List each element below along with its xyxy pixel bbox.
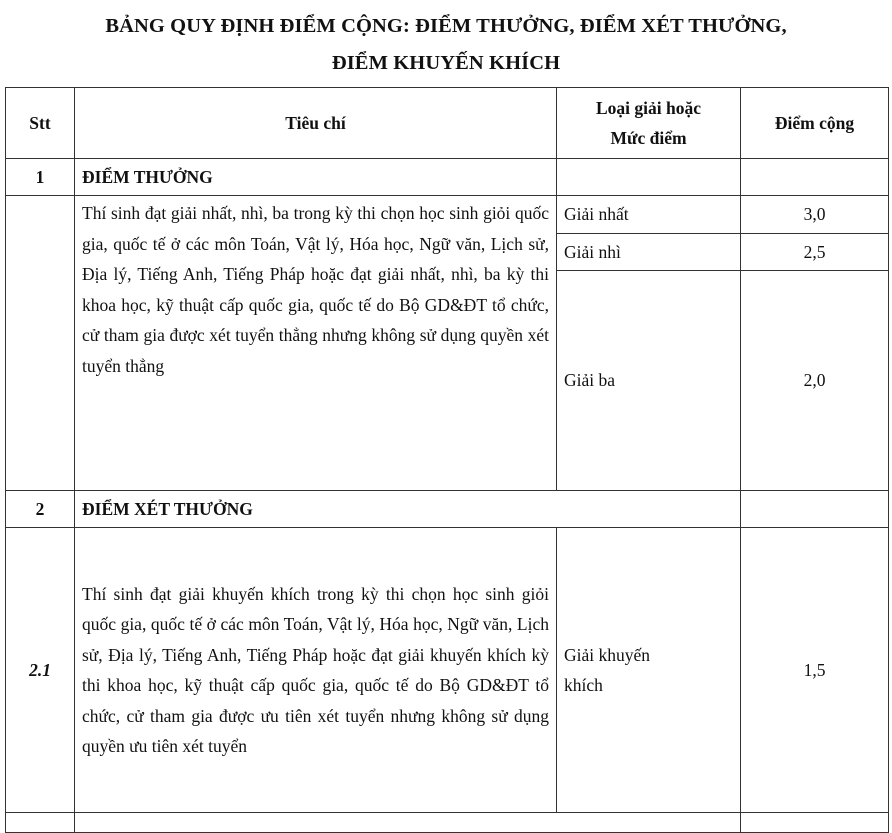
- document-title-line1: BẢNG QUY ĐỊNH ĐIỂM CỘNG: ĐIỂM THƯỞNG, ĐIỂM XÉT THƯỞNG,: [105, 15, 787, 37]
- header-award-type-line2: Mức điểm: [610, 128, 687, 148]
- criteria-text: Thí sinh đạt giải nhất, nhì, ba trong kỳ thi chọn học sinh giỏi quốc gia, quốc tế ở các môn Toán, Vật lý, Hóa học, Ngữ văn, Lịch sử, Địa lý, Tiếng Anh, Tiếng Pháp hoặc đạt giải nhất, nhì, ba kỳ thi khoa học, kỹ thuật cấp quốc gia, quốc tế do Bộ GD&ĐT tổ chức, cử tham gia được xét tuyển thẳng nhưng không sử dụng quyền xét tuyển thẳng: [75, 196, 557, 491]
- section-label: ĐIỂM THƯỞNG: [75, 159, 557, 196]
- document-title-line2: ĐIỂM KHUYẾN KHÍCH: [331, 52, 561, 74]
- section-row-1: [6, 159, 889, 196]
- award-type: Giải ba: [557, 271, 741, 491]
- section-row-2: [6, 491, 889, 528]
- section-stt: 1: [6, 159, 75, 196]
- header-points: Điểm cộng: [741, 88, 889, 159]
- award-points: 1,5: [741, 528, 889, 813]
- sub-stt: 2.1: [6, 528, 75, 813]
- table-row: [6, 196, 889, 234]
- empty-cell: [741, 159, 889, 196]
- award-type: Giải nhất: [557, 196, 741, 234]
- table-row: [6, 528, 889, 813]
- row-stt-empty: [6, 196, 75, 491]
- empty-cell: [6, 813, 75, 833]
- bonus-points-table: [5, 87, 889, 833]
- header-stt: Stt: [6, 88, 75, 159]
- header-criteria: Tiêu chí: [75, 88, 557, 159]
- table-header-row: [6, 88, 889, 159]
- award-type: Giải khuyến khích: [557, 528, 741, 813]
- header-award-type: [557, 88, 741, 159]
- award-points: 2,5: [741, 234, 889, 271]
- award-points: 3,0: [741, 196, 889, 234]
- section-stt: 2: [6, 491, 75, 528]
- award-points: 2,0: [741, 271, 889, 491]
- empty-cell: [75, 813, 741, 833]
- table-row-partial: [6, 813, 889, 833]
- criteria-text: Thí sinh đạt giải khuyến khích trong kỳ thi chọn học sinh giỏi quốc gia, quốc tế ở các môn Toán, Vật lý, Hóa học, Ngữ văn, Lịch sử, Địa lý, Tiếng Anh, Tiếng Pháp hoặc đạt giải khuyến khích kỳ thi khoa học, kỹ thuật cấp quốc gia, quốc tế do Bộ GD&ĐT tổ chức, cử tham gia được ưu tiên xét tuyển nhưng không sử dụng quyền ưu tiên xét tuyển: [75, 528, 557, 813]
- empty-cell: [741, 813, 889, 833]
- header-award-type-line1: Loại giải hoặc: [595, 98, 701, 118]
- section-label: ĐIỂM XÉT THƯỞNG: [75, 491, 741, 528]
- empty-cell: [741, 491, 889, 528]
- award-type: Giải nhì: [557, 234, 741, 271]
- empty-cell: [557, 159, 741, 196]
